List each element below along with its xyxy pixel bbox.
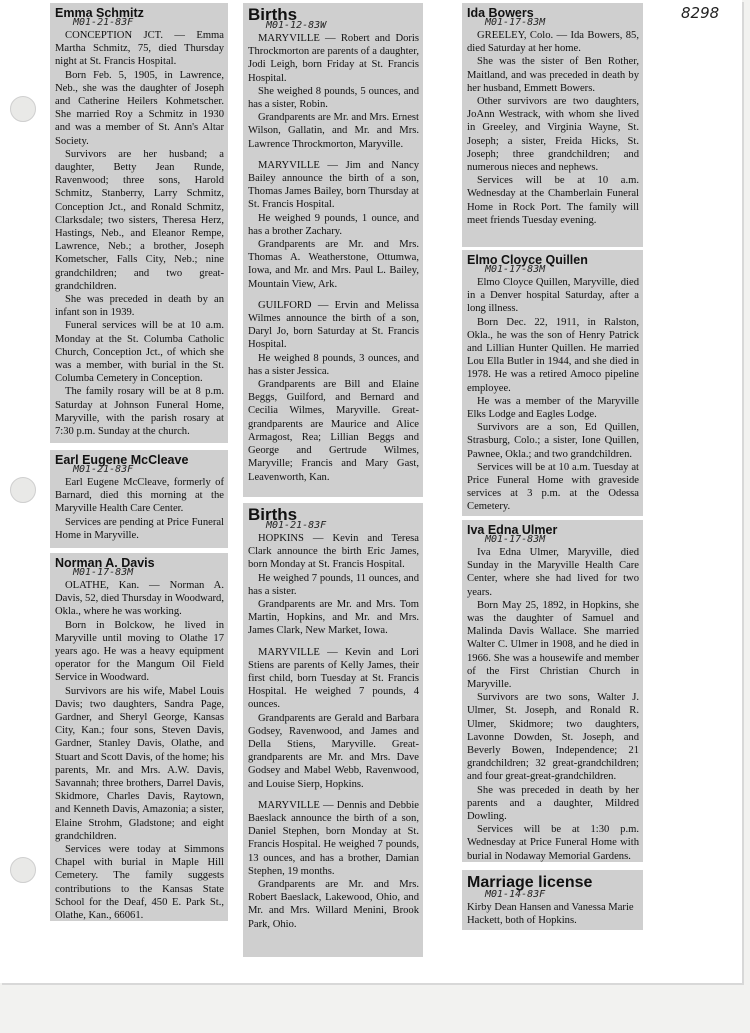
paragraph: Grandparents are Mr. and Mrs. Tom Martin, Hopkins, and Mr. and Mrs. James Clark, New Market, Iowa. xyxy=(248,599,419,637)
handwritten-date-note: M01-21-83F xyxy=(73,17,134,28)
paragraph: MARYVILLE — Robert and Doris Throckmorton are parents of a daughter, Jodi Leigh, born Friday at St. Francis Hospital. xyxy=(248,33,419,84)
paragraph: Grandparents are Mr. and Mrs. Robert Baeslack, Lakewood, Ohio, and Mr. and Mrs. Willard Menini, Brook Park, Ohio. xyxy=(248,879,419,930)
paragraph: Services are pending at Price Funeral Home in Maryville. xyxy=(55,516,224,541)
paragraph: She was preceded in death by an infant son in 1939. xyxy=(55,294,224,319)
handwritten-date-note: M01-17-83M xyxy=(485,534,546,545)
paragraph: MARYVILLE — Jim and Nancy Bailey announce the birth of a son, Thomas James Bailey, born Thursday at St. Francis Hospital. xyxy=(248,159,419,211)
page-number: 8298 xyxy=(681,4,720,22)
obituary-emma-schmitz xyxy=(50,3,228,443)
paragraph: She was preceded in death by her parents and a daughter, Mildred Dowling. xyxy=(467,784,639,823)
paragraph: He weighed 8 pounds, 3 ounces, and has a sister Jessica. xyxy=(248,352,419,377)
paragraph: GREELEY, Colo. — Ida Bowers, 85, died Saturday at her home. xyxy=(467,30,639,55)
paragraph: She weighed 8 pounds, 5 ounces, and has a sister, Robin. xyxy=(248,85,419,111)
paragraph: Iva Edna Ulmer, Maryville, died Sunday in the Maryville Health Care Center, where she had lived for two years. xyxy=(467,547,639,598)
paragraph: Survivors are a son, Ed Quillen, Strasburg, Colo.; a sister, Ione Quillen, Pawnee, Okla.; and two grandchildren. xyxy=(467,422,639,460)
paragraph: CONCEPTION JCT. — Emma Martha Schmitz, 75, died Thursday night at St. Francis Hospital. xyxy=(55,30,224,68)
paragraph: Survivors are her husband; a daughter, Betty Jean Runde, Ravenwood; three sons, Harold Schmitz, Stanberry, Larry Schmitz, Conception Jct., and Ronald Schmitz, Clarksdale; two sisters, Theresa Herz, Hastings, Neb., and Eleanor Rempe, Lawrence, Neb.; a brother, Joseph Kometscher, Falls City, Neb.; nine grandchildren; and two great-grandchildren. xyxy=(55,148,224,292)
punch-hole xyxy=(10,857,36,883)
paragraph: Born Feb. 5, 1905, in Lawrence, Neb., she was the daughter of Joseph and Catherine Heilers Kohmetscher. She married Roy a Schmitz in 1930 and was a member of St. Ann's Altar Society. xyxy=(55,69,224,147)
paragraph: Services will be at 10 a.m. Tuesday at Price Funeral Home with graveside services at 3 p.m. at the Odessa Cemetery. xyxy=(467,461,639,513)
paragraph: Born May 25, 1892, in Hopkins, she was the daughter of Samuel and Malinda Davis Wallace. She married Walter C. Ulmer in 1908, and he died in 1966. She was a housewife and member of the First Christian Church in Maryville. xyxy=(467,599,639,691)
handwritten-date-note: M01-17-83M xyxy=(485,17,546,28)
paragraph: He weighed 7 pounds, 11 ounces, and has a sister. xyxy=(248,572,419,597)
paragraph: HOPKINS — Kevin and Teresa Clark announce the birth Eric James, born Monday at St. Francis Hospital. xyxy=(248,533,419,571)
obituary-title: Elmo Cloyce Quillen xyxy=(467,253,588,267)
obituary-title: Norman A. Davis xyxy=(55,556,155,570)
paragraph: Kirby Dean Hansen and Vanessa Marie Hackett, both of Hopkins. xyxy=(467,902,634,927)
paragraph: Born Dec. 22, 1911, in Ralston, Okla., he was the son of Henry Patrick and Lillian Hunter Quillen. He married Lou Ella Butler in 1944, and she died in 1978. He was a retired Amoco pipeline employee. xyxy=(467,316,639,394)
section-title: Marriage license xyxy=(467,874,593,891)
handwritten-date-note: M01-14-83F xyxy=(485,889,546,900)
obituary-ida-bowers xyxy=(462,3,643,247)
handwritten-date-note: M01-12-83W xyxy=(266,20,327,31)
paragraph: Grandparents are Mr. and Mrs. Thomas A. Weatherstone, Ottumwa, Iowa, and Mr. and Mrs. Paul L. Bailey, Mountain View, Ark. xyxy=(248,239,419,290)
obituary-title: Ida Bowers xyxy=(467,6,534,20)
paragraph: Services were today at Simmons Chapel with burial in Maple Hill Cemetery. The family suggests contributions to the Kansas State School for the Deaf, 450 E. Park St., Olathe, Kan., 66061. xyxy=(55,844,224,921)
paragraph: OLATHE, Kan. — Norman A. Davis, 52, died Thursday in Woodward, Okla., where he was working. xyxy=(55,580,224,618)
paragraph: MARYVILLE — Dennis and Debbie Baeslack announce the birth of a son, Daniel Stephen, born Monday at St. Francis Hospital. He weighed 7 pounds, 13 ounces, and has a brother, Damian Stephen, 19 months. xyxy=(248,799,419,877)
paragraph: Services will be at 1:30 p.m. Wednesday at Price Funeral Home with burial in Nodaway Memorial Gardens. xyxy=(467,824,639,862)
handwritten-date-note: M01-21-83F xyxy=(266,520,327,531)
paragraph: Grandparents are Mr. and Mrs. Ernest Wilson, Gallatin, and Mr. and Mrs. Lawrence Throckmorton, Maryville. xyxy=(248,112,419,150)
obituary-earl-mccleave xyxy=(50,450,228,548)
births-announcements-2 xyxy=(243,503,423,957)
punch-hole xyxy=(10,96,36,122)
paragraph: The family rosary will be at 8 p.m. Saturday at Johnson Funeral Home, Maryville, with the parish rosary at 7:30 p.m. Sunday at the church. xyxy=(55,386,224,438)
handwritten-date-note: M01-21-83F xyxy=(73,464,134,475)
section-title: Births xyxy=(248,505,298,524)
paragraph: Grandparents are Bill and Elaine Beggs, Guilford, and Bernard and Cecilia Wilmes, Maryville. Great-grandparents are Maurice and Alice Armagost, Rea; Lillian Beggs and George and Gertrude Wilmes, Maryville; Francis and Mary Gast, Leavenworth, Kan. xyxy=(248,379,419,483)
paragraph: Elmo Cloyce Quillen, Maryville, died in a Denver hospital Saturday, after a long illness. xyxy=(467,277,639,315)
paragraph: GUILFORD — Ervin and Melissa Wilmes announce the birth of a son, Daryl Jo, born Saturday at St. Francis Hospital. xyxy=(248,299,419,351)
paragraph: Funeral services will be at 10 a.m. Monday at the St. Columba Catholic Church, Conception Jct., of which she was a member, with burial in the St. Columba Cemetery in Conception. xyxy=(55,320,224,385)
paragraph: She was the sister of Ben Rother, Maitland, and was preceded in death by her husband, Emmett Bowers. xyxy=(467,56,639,94)
paragraph: Grandparents are Gerald and Barbara Godsey, Ravenwood, and James and Della Stiens, Maryville. Great-grandparents are Mr. and Mrs. Dave Godsey and Mabel Webb, Ravenwood, and Louise Sierp, Hopkins. xyxy=(248,712,419,790)
paragraph: Born in Bolckow, he lived in Maryville until moving to Olathe 17 years ago. He was a heavy equipment operator for the Mangum Oil Field Service in Woodward. xyxy=(55,619,224,684)
paragraph: Survivors are two sons, Walter J. Ulmer, St. Joseph, and Ronald R. Ulmer, Skidmore; two daughters, Lavonne Dowden, St. Joseph, and Beverly Bowen, Independence; 21 grandchildren; 32 great-grandchildren; and four great-great-grandchildren. xyxy=(467,692,639,783)
obituary-title: Iva Edna Ulmer xyxy=(467,523,558,537)
paragraph: He was a member of the Maryville Elks Lodge and Eagles Lodge. xyxy=(467,395,639,421)
obituary-title: Emma Schmitz xyxy=(55,6,144,20)
obituary-title: Earl Eugene McCleave xyxy=(55,453,189,467)
obituary-iva-ulmer xyxy=(462,520,643,862)
paragraph: Services will be at 10 a.m. Wednesday at the Chamberlain Funeral Home in Rock Port. The family will meet friends Tuesday evening. xyxy=(467,175,639,226)
obituary-norman-davis xyxy=(50,553,228,921)
obituary-elmo-quillen xyxy=(462,250,643,516)
paragraph: Other survivors are two daughters, JoAnn Westrack, with whom she lived in Greeley, and Virginia Wayne, St. Joseph; a sister, Freida Hicks, St. Joseph; three grandchildren; and numerous nieces and nephews. xyxy=(467,96,639,174)
paragraph: Survivors are his wife, Mabel Louis Davis; two daughters, Sandra Page, Gardner, and Sheryl George, Kansas City, Kan.; four sons, Steven Davis, Gardner, Stanley Davis, Olathe, and Stuart and Scott Davis, of the home; his parents, Mr. and Mrs. A.W. Davis, Savannah; three brothers, Darrel Davis, Skidmore, Charles Davis, Raytown, and Kenneth Davis, Amazonia; a sister, Elaine Strohm, Gladstone; and eight grandchildren. xyxy=(55,685,224,842)
paragraph: MARYVILLE — Kevin and Lori Stiens are parents of Kelly James, their first child, born Tuesday at St. Francis Hospital. He weighed 7 pounds, 4 ounces. xyxy=(248,646,419,711)
marriage-license-notice xyxy=(462,870,643,930)
section-title: Births xyxy=(248,5,298,24)
paragraph: He weighed 9 pounds, 1 ounce, and has a brother Zachary. xyxy=(248,212,419,237)
handwritten-date-note: M01-17-83M xyxy=(73,567,134,578)
births-announcements-1 xyxy=(243,3,423,497)
paragraph: Earl Eugene McCleave, formerly of Barnard, died this morning at the Maryville Health Care Center. xyxy=(55,477,224,515)
handwritten-date-note: M01-17-83M xyxy=(485,264,546,275)
punch-hole xyxy=(10,477,36,503)
